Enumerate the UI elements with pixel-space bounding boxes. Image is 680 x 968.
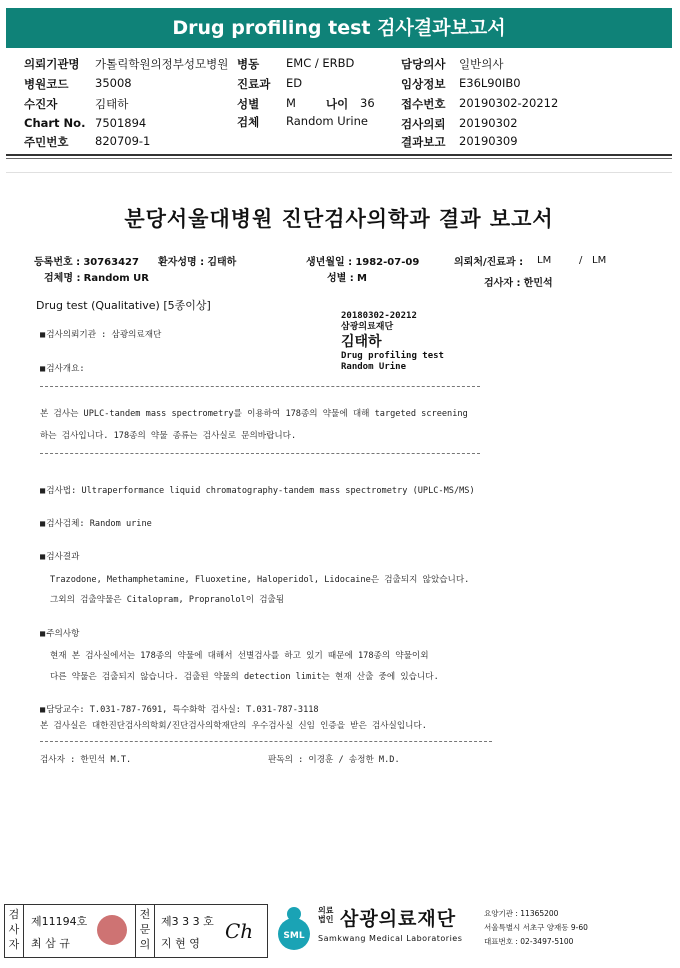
box-divider-1 <box>23 905 24 957</box>
vert-spec-2: 문 <box>139 923 151 936</box>
dob-label: 생년월일 : <box>306 257 353 268</box>
label-institution: 의뢰기관명 <box>24 57 80 71</box>
footer <box>0 898 680 968</box>
dept-a: LM <box>537 255 552 266</box>
vert-tester-2: 사 <box>8 923 20 936</box>
stamp-patient: 김태하 <box>341 334 382 350</box>
value-institution: 가톨릭학원의정부성모병원 <box>95 57 229 71</box>
specimen-value: Random UR <box>83 273 149 284</box>
seal-icon <box>97 915 127 945</box>
label-chart-no: Chart No. <box>24 116 86 130</box>
value-patient: 김태하 <box>95 97 129 111</box>
label-resident-no: 주민번호 <box>24 135 69 149</box>
stamp-specimen: Random Urine <box>341 362 407 372</box>
org-code: 요양기관 : 11365200 <box>484 909 559 918</box>
line-overview-heading: ■ 검사개요: <box>40 362 85 374</box>
value-hospital-code: 35008 <box>95 76 132 90</box>
dept-b: LM <box>592 255 607 266</box>
value-ward: EMC / ERBD <box>286 56 355 70</box>
vert-spec-1: 전 <box>139 908 151 921</box>
value-clinical-info: E36L90IB0 <box>459 76 521 90</box>
line-result-1: Trazodone, Methamphetamine, Fluoxetine, Haloperidol, Lidocaine은 검출되지 않았습니다. <box>50 575 470 585</box>
value-resident-no: 820709-1 <box>95 134 151 148</box>
value-department: ED <box>286 76 303 90</box>
dash-rule-3 <box>40 741 492 742</box>
label-sex: 성별 <box>237 97 260 111</box>
value-request-date: 20190302 <box>459 116 518 130</box>
line-method: ■ 검사법: Ultraperformance liquid chromatography-tandem mass spectrometry (UPLC-MS/MS) <box>40 484 475 496</box>
reg-no-value: 30763427 <box>83 257 139 268</box>
patient-label: 환자성명 : <box>158 257 205 268</box>
tester-value: 한민석 <box>523 278 553 289</box>
drug-test-heading: Drug test (Qualitative) [5종이상] <box>36 299 211 312</box>
line-overview-1: 본 검사는 UPLC-tandem mass spectrometry를 이용하여 178종의 약물에 대해 targeted screening <box>40 409 468 419</box>
label-doctor: 담당의사 <box>401 57 446 71</box>
patient-name <box>158 253 236 268</box>
value-age: 36 <box>360 96 375 110</box>
value-specimen: Random Urine <box>286 114 368 128</box>
label-specimen: 검체 <box>237 115 260 129</box>
tester-name: 최 삼 규 <box>31 937 70 950</box>
line-tester: 검사자 : 한민석 M.T. <box>40 755 132 765</box>
line-result-heading: ■ 검사결과 <box>40 550 79 562</box>
logo-text: SML <box>283 931 305 941</box>
stamp-test: Drug profiling test <box>341 351 444 361</box>
patient-value: 김태하 <box>207 257 237 268</box>
value-report-date: 20190309 <box>459 134 518 148</box>
label-accession-no: 접수번호 <box>401 97 446 111</box>
line-overview-2: 하는 검사입니다. 178종의 약물 종류는 검사실로 문의바랍니다. <box>40 431 297 441</box>
value-chart-no: 7501894 <box>95 116 147 130</box>
signature: Ch <box>225 919 254 943</box>
line-caution-2: 다른 약물은 검출되지 않습니다. 검출된 약물의 detection limit는 현재 산출 중에 있습니다. <box>50 672 439 682</box>
label-hospital-code: 병원코드 <box>24 77 69 91</box>
vert-spec-3: 의 <box>139 938 151 951</box>
report-title: 분당서울대병원 진단검사의학과 결과 보고서 <box>124 207 554 231</box>
reg-no-label: 등록번호 : <box>34 257 81 268</box>
tester-license: 제11194호 <box>31 915 88 928</box>
dept <box>454 253 523 268</box>
label-department: 진료과 <box>237 77 271 91</box>
label-age: 나이 <box>326 97 349 111</box>
label-report-date: 결과보고 <box>401 135 446 149</box>
tester-label: 검사자 : <box>484 278 521 289</box>
dob <box>306 253 419 268</box>
vert-tester-1: 검 <box>8 908 20 921</box>
value-sex: M <box>286 96 296 110</box>
org-name: 삼광의료재단 <box>340 908 457 930</box>
header-divider <box>6 154 672 156</box>
label-clinical-info: 임상정보 <box>401 77 446 91</box>
line-reader: 판독의 : 이경훈 / 송정한 M.D. <box>268 755 400 765</box>
value-doctor: 일반의사 <box>459 57 504 71</box>
page-title: Drug profiling test 검사결과보고서 <box>6 8 672 48</box>
label-patient: 수진자 <box>24 97 58 111</box>
stamp-accession: 20180302-20212 <box>341 311 417 321</box>
sex-value: M <box>357 273 367 284</box>
specialist-name: 지 현 영 <box>161 937 200 950</box>
line-certification: 본 검사실은 대한진단검사의학회/진단검사의학재단의 우수검사실 신임 인증을 받은 검사실입니다. <box>40 721 427 731</box>
sml-logo-icon <box>272 904 316 954</box>
sex <box>327 269 367 284</box>
label-request-date: 검사의뢰 <box>401 117 446 131</box>
line-caution-1: 현재 본 검사실에서는 178종의 약물에 대해서 선별검사를 하고 있기 때문에 178종의 약물이외 <box>50 651 429 661</box>
line-lab: ■ 검사의뢰기관 : 삼광의료재단 <box>40 328 161 340</box>
line-result-2: 그외의 검출약물은 Citalopram, Propranolol이 검출됨 <box>50 595 285 605</box>
vert-tester-3: 자 <box>8 938 20 951</box>
sex-label: 성별 : <box>327 273 354 284</box>
specialist-license: 제3 3 3 호 <box>161 915 214 928</box>
dash-rule-1 <box>40 386 480 387</box>
logo-head <box>287 907 301 921</box>
dob-value: 1982-07-09 <box>355 257 420 268</box>
dept-sep: / <box>579 255 583 266</box>
org-english: Samkwang Medical Laboratories <box>318 934 463 943</box>
reg-no <box>34 253 139 268</box>
box-divider-3 <box>154 905 155 957</box>
specimen <box>44 269 149 284</box>
signature-box <box>4 904 268 958</box>
header-info <box>0 52 680 156</box>
org-address: 서울특별시 서초구 양재동 9-60 <box>484 923 588 932</box>
embedded-report <box>6 172 672 891</box>
specimen-label: 검체명 : <box>44 273 81 284</box>
header-divider-thin <box>6 158 672 159</box>
line-specimen: ■ 검사검체: Random urine <box>40 517 152 529</box>
line-contact: ■ 담당교수: T.031-787-7691, 특수화학 검사실: T.031-787-3118 <box>40 703 319 715</box>
org-phone: 대표번호 : 02-3497-5100 <box>484 937 574 946</box>
specimen-stamp <box>341 311 444 373</box>
value-accession-no: 20190302-20212 <box>459 96 559 110</box>
dept-label: 의뢰처/진료과 : <box>454 257 524 268</box>
org-type: 의료법인 <box>318 906 334 924</box>
dash-rule-2 <box>40 453 480 454</box>
box-divider-2 <box>135 905 136 957</box>
label-ward: 병동 <box>237 57 260 71</box>
stamp-lab: 삼광의료재단 <box>341 322 394 332</box>
line-caution-heading: ■ 주의사항 <box>40 627 79 639</box>
tester <box>484 274 553 289</box>
